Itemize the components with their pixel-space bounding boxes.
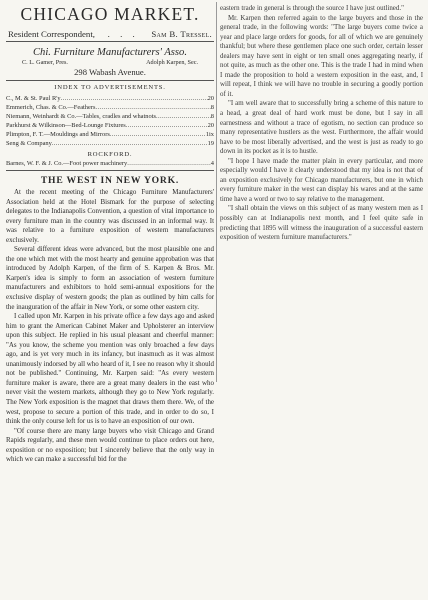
article-paragraph: eastern trade in general is through the source I have just outlined." (220, 4, 404, 12)
right-column (220, 4, 423, 243)
index-entry-name: Parkhurst & Wilkinson—Bed-Lounge Fixtures (6, 122, 126, 129)
index-entry-name: Barnes, W. F. & J. Co.—Foot power machinery (6, 160, 128, 167)
index-entry-page: 8 (210, 104, 214, 111)
index-entry (6, 94, 214, 103)
index-entry-name: Seng & Company (6, 140, 52, 147)
association-title: Chi. Furniture Manufacturers' Asso. (32, 47, 187, 58)
rockford-subhead: ROCKFORD. (87, 151, 133, 158)
index-entry (6, 130, 214, 139)
divider-rule (6, 80, 214, 81)
article-paragraph: Mr. Karpen then referred again to the large buyers and those in the general trade, in the following words: "The large buyers come twice a year and place large orders for goods, for all of which we are genuinely thankful; but where these gentlemen place one such order, certain lesser dealers may have sent in eight or ten small ones aggregating nearly, if not quite, as much as the other one. This is the trade I had in mind when I made the proposition to hold a western exposition in the east, and, I will repeat, I think we will have no trouble in securing a goodly portion of it. (220, 13, 423, 98)
article-paragraph: Several different ideas were advanced, but the most plausible one and the one which met with the most hearty and genuine approbation was that introduced by Adolph Karpen, of the firm of S. Karpen & Bros. Mr. Karpen's idea is simply to form an association of western furniture manufacturers and exhibitors to hold semi-annual expositions for the exclusive display of western goods; the plan as outlined by him calls for the inauguration of the affair in New York, or some other eastern city. (6, 245, 214, 311)
left-column (6, 4, 214, 465)
column-divider (216, 2, 217, 382)
resident-dots: . . . (107, 29, 139, 39)
article-title: THE WEST IN NEW YORK. (40, 175, 180, 186)
article-paragraph: "I shall obtain the views on this subject of as many western men as I possibly can at Indianapolis next month, and I feel quite safe in predicting that 1895 will witness the inauguration of a successful eastern exposition of western furniture manufacturers." (220, 204, 423, 242)
officer-president: C. L. Gamer, Pres. (22, 59, 68, 66)
index-entry-page: 19 (207, 140, 214, 147)
index-leader-dots (110, 130, 206, 139)
index-leader-dots (95, 103, 210, 112)
index-entry (6, 103, 214, 112)
index-leader-dots (127, 159, 211, 168)
index-entry (6, 121, 214, 130)
index-entry-name: Plimpton, F. T.—Mouldings and Mirrors (6, 131, 110, 138)
article-paragraph: I called upon Mr. Karpen in his private office a few days ago and asked him to grant the American Cabinet Maker and Upholsterer an interview upon this subject. He replied in his usual pleasant and cheerful manner: "As you know, the scheme you mention was only broached a few days ago, and is yet very much in its infancy, but inasmuch as it was almost unanimously indorsed by all who heard of it, I see no reason why it should not be published." Continuing, Mr. Karpen said: "As every western furniture maker is aware, there are a great many dealers in the east who never visit the western markets, although they go to New York regularly. The New York exposition is the magnet that draws them there. We, of the west, propose to secure a portion of this trade, and in order to do so, I think the only course left for us is to have an exposition of our own. (6, 312, 214, 426)
divider-rule (6, 41, 214, 42)
index-title: INDEX TO ADVERTISEMENTS. (54, 84, 166, 91)
index-entry (6, 159, 214, 168)
article-paragraph: "Of course there are many large buyers who visit Chicago and Grand Rapids regularly, and these men would continue to place orders out here, exposition or no exposition; but I sincerely believe that the only way in which we can make a successful bid for the (6, 426, 214, 464)
index-entry-name: C., M. & St. Paul R'y (6, 95, 61, 102)
association-address: 298 Wabash Avenue. (74, 67, 146, 77)
article-paragraph: "I am well aware that to successfully bring a scheme of this nature to a head, a great deal of hard work must be done, but I say in all earnestness and without a trace of egotism, no section can produce so many representative hustlers as the west. Furthermore, the affair would have to be most liberally advertised, and the west is just as ready to go down in its pocket as it is to hustle. (220, 99, 423, 156)
index-entry-page: 8 (210, 113, 214, 120)
index-entry (6, 139, 214, 148)
officer-secretary: Adolph Karpen, Sec. (146, 59, 198, 66)
index-leader-dots (156, 112, 211, 121)
index-entry-page: 1ix (205, 131, 214, 138)
index-entry-page: 20 (207, 95, 214, 102)
resident-correspondent-line (8, 29, 212, 39)
divider-rule (6, 170, 214, 171)
article-paragraph: At the recent meeting of the Chicago Furniture Manufacturers' Association held at the Hotel Bismark for the purpose of selecting delegates to the Indianapolis Convention, a question of vital importance to every furniture man in the country was discussed in an informal way. It was relative to a furniture exposition of western manufacturers exclusively. (6, 188, 214, 244)
resident-name: Sam B. Tressel. (151, 29, 212, 39)
masthead-title: CHICAGO MARKET. (20, 4, 200, 24)
index-leader-dots (126, 121, 208, 130)
index-entry-page: 4 (210, 160, 214, 167)
index-leader-dots (52, 139, 208, 148)
index-leader-dots (61, 94, 208, 103)
index-entry-name: Niemann, Weinhardt & Co.—Tables, cradles and whatnots (6, 113, 156, 120)
article-paragraph: "I hope I have made the matter plain in every particular, and more especially would I have it clearly understood that my idea is not that of an exposition exclusively for Chicago manufacturers, but one in which every furniture maker in the west can display his wares and at the same time have a word or two to say relative to the management. (220, 156, 423, 203)
officers-line (22, 59, 198, 66)
resident-label: Resident Correspondent, (8, 29, 95, 39)
index-entry-page: 20 (207, 122, 214, 129)
index-entry (6, 112, 214, 121)
index-entry-name: Emmerich, Chas. & Co.—Feathers (6, 104, 96, 111)
